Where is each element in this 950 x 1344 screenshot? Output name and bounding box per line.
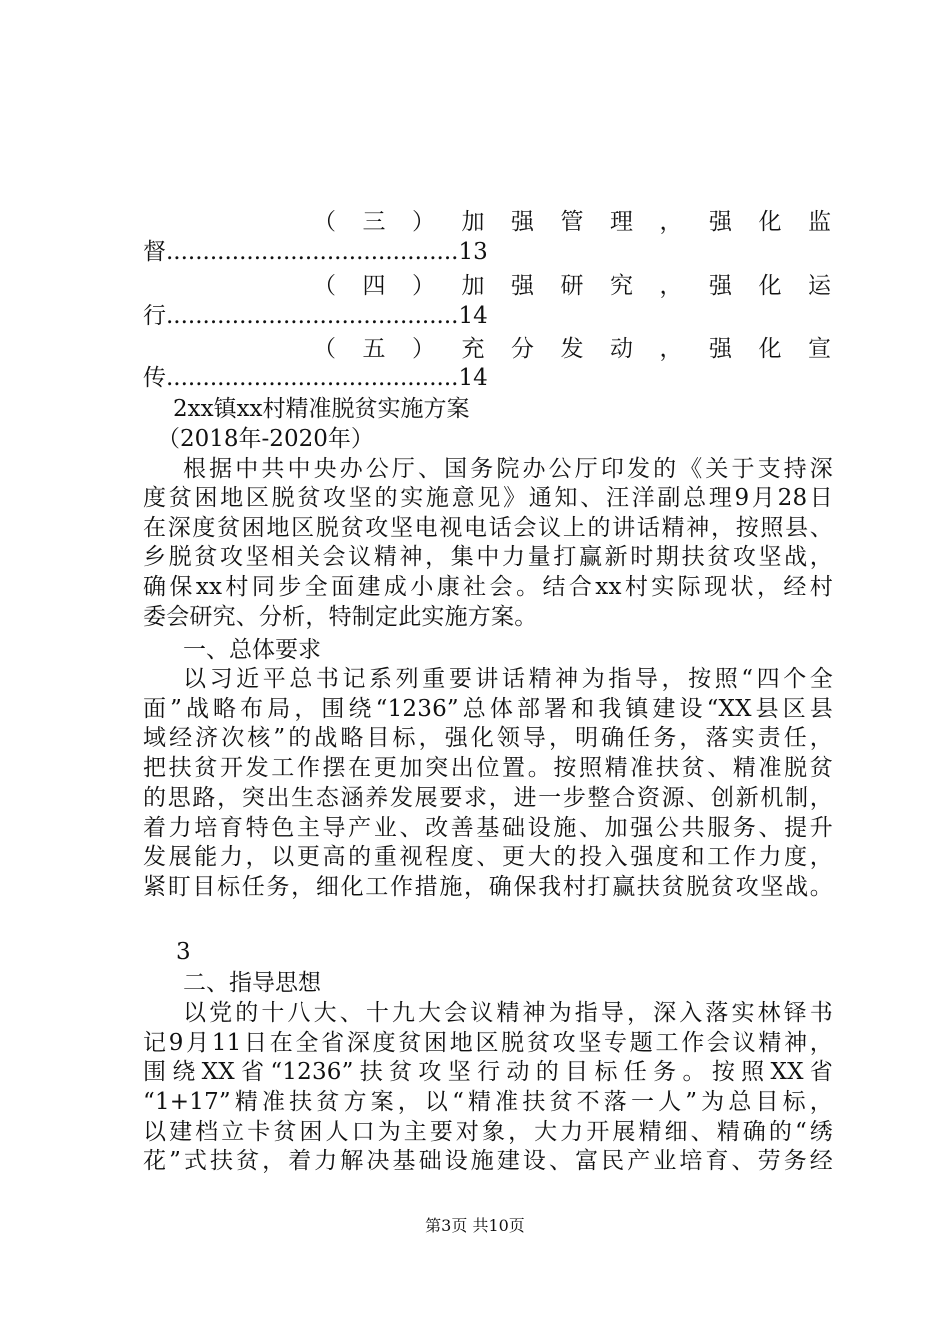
para3-line-1: 以党的十八大、十九大会议精神为指导，深入落实林铎书 — [183, 1000, 833, 1026]
section-2-heading: 二、指导思想 — [183, 970, 321, 996]
page-footer: 第3页 共10页 — [425, 1216, 525, 1235]
document-period: （2018年-2020年） — [157, 426, 374, 452]
para2-line-3: 域经济次核”的战略目标，强化领导，明确任务，落实责任， — [143, 725, 833, 751]
para3-line-6: 花”式扶贫，着力解决基础设施建设、富民产业培育、劳务经 — [143, 1148, 833, 1174]
toc-entry-3-leader: 督........................................13 — [143, 239, 488, 265]
para2-line-2: 面”战略布局，围绕“1236”总体部署和我镇建设“XX县区县 — [143, 696, 833, 722]
toc-entry-5-leader: 传........................................14 — [143, 365, 488, 391]
para1-line-3: 在深度贫困地区脱贫攻坚电视电话会议上的讲话精神，按照县、 — [143, 515, 833, 541]
page-marker: 3 — [176, 939, 191, 965]
toc-entry-5-title: （五）充分发动，强化宣 — [313, 336, 833, 362]
para1-line-6: 委会研究、分析，特制定此实施方案。 — [143, 604, 538, 630]
para3-line-3: 围绕XX省“1236”扶贫攻坚行动的目标任务。按照XX省 — [143, 1059, 833, 1085]
para3-line-2: 记9月11日在全省深度贫困地区脱贫攻坚专题工作会议精神， — [143, 1030, 833, 1056]
para2-line-5: 的思路，突出生态涵养发展要求，进一步整合资源、创新机制， — [143, 785, 833, 811]
para2-line-1: 以习近平总书记系列重要讲话精神为指导，按照“四个全 — [183, 666, 833, 692]
para1-line-4: 乡脱贫攻坚相关会议精神，集中力量打赢新时期扶贫攻坚战， — [143, 544, 833, 570]
section-1-heading: 一、总体要求 — [183, 637, 321, 663]
para2-line-4: 把扶贫开发工作摆在更加突出位置。按照精准扶贫、精准脱贫 — [143, 755, 833, 781]
para2-line-8: 紧盯目标任务，细化工作措施，确保我村打赢扶贫脱贫攻坚战。 — [143, 874, 833, 900]
toc-entry-4-leader: 行........................................14 — [143, 303, 488, 329]
para2-line-7: 发展能力，以更高的重视程度、更大的投入强度和工作力度， — [143, 844, 833, 870]
para1-line-1: 根据中共中央办公厅、国务院办公厅印发的《关于支持深 — [183, 456, 833, 482]
para2-line-6: 着力培育特色主导产业、改善基础设施、加强公共服务、提升 — [143, 815, 833, 841]
document-title: 2xx镇xx村精准脱贫实施方案 — [173, 396, 470, 422]
toc-entry-3-title: （三）加强管理，强化监 — [313, 209, 833, 235]
para3-line-4: “1+17”精准扶贫方案，以“精准扶贫不落一人”为总目标， — [143, 1089, 833, 1115]
toc-entry-4-title: （四）加强研究，强化运 — [313, 273, 833, 299]
para1-line-5: 确保xx村同步全面建成小康社会。结合xx村实际现状，经村 — [143, 574, 833, 600]
para3-line-5: 以建档立卡贫困人口为主要对象，大力开展精细、精确的“绣 — [143, 1119, 833, 1145]
para1-line-2: 度贫困地区脱贫攻坚的实施意见》通知、汪洋副总理9月28日 — [143, 485, 833, 511]
